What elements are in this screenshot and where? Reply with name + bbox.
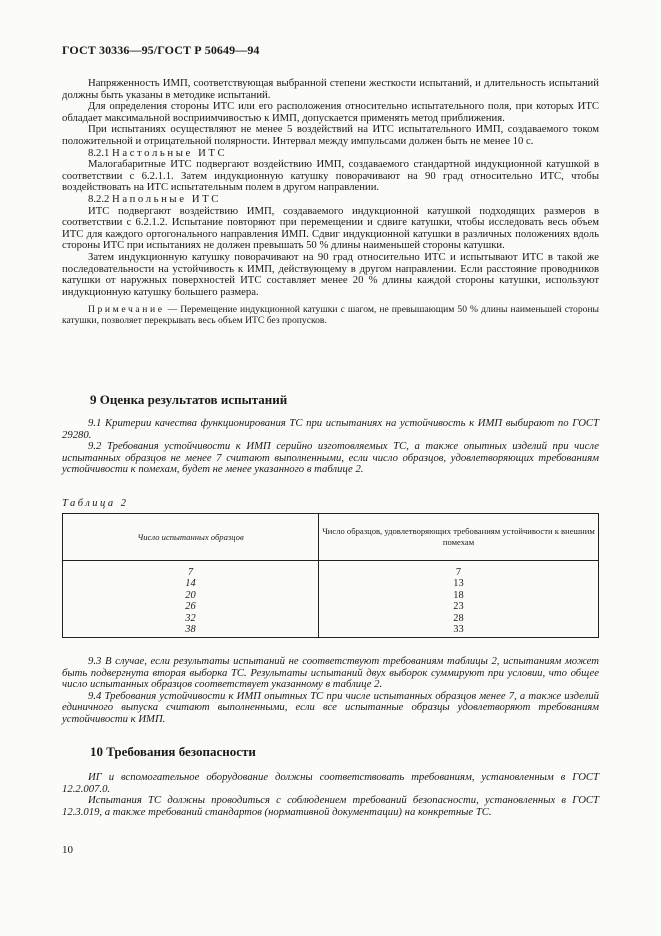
section-8-text (62, 78, 599, 327)
column-header-passed: Число образцов, удовлетворяющих требованиям устойчивости к внешним помехам (319, 514, 599, 561)
passed-values-cell (319, 561, 599, 638)
table-header-row (63, 514, 599, 561)
paragraph: ИГ и вспомогательное оборудование должны соответствовать требованиям, установленным в ГОСТ 12.2.007.0. (62, 771, 599, 795)
table-cell: 33 (453, 624, 464, 636)
table-cell: 26 (185, 601, 196, 613)
table-cell: 28 (453, 612, 464, 624)
table-cell: 23 (453, 601, 464, 613)
paragraph: 9.1 Критерии качества функционирования ТС при испытаниях на устойчивость к ИМП выбирают по ГОСТ 29280. (62, 417, 599, 441)
section-9-text-continued (62, 656, 599, 726)
paragraph: Испытания ТС должны проводиться с соблюдением требований безопасности, установленных в ГОСТ 12.3.019, а также требований стандартов (нормативной документации) на конкретные ТС. (62, 794, 599, 818)
page-number: 10 (62, 844, 73, 856)
table-cell: 20 (185, 589, 196, 601)
document-header: ГОСТ 30336—95/ГОСТ Р 50649—94 (62, 43, 260, 57)
subsection-number: 8.2.1 (88, 146, 110, 159)
paragraph: 9.3 В случае, если результаты испытаний не соответствуют требованиям таблицы 2, испытаниям может быть подвергнута вторая выборка ТС. Результаты испытаний двух выборок суммируют при условии, что общее число испытанных образцов соответствует указанному в таблице 2. (62, 655, 599, 691)
section-10-text (62, 772, 599, 818)
paragraph: Малогабаритные ИТС подвергают воздействию ИМП, создаваемого стандартной индукционной катушкой в соответствии с 6.2.1.1. Затем индукционную катушку поворачивают на 90 град относительно ИТС, чтобы воздействовать на ИТС испытательным полем в другом направлении. (62, 158, 599, 194)
section-9-text (62, 418, 599, 476)
paragraph: Напряженность ИМП, соответствующая выбранной степени жесткости испытаний, и длительность испытаний должны быть указаны в методике испытаний. (62, 77, 599, 101)
table-2 (62, 513, 599, 638)
paragraph: При испытаниях осуществляют не менее 5 воздействий на ИТС испытательного ИМП, создаваемого током положительной и отрицательной полярности. Интервал между импульсами должен быть не менее 10 с. (62, 123, 599, 147)
note (62, 304, 599, 326)
table-cell: 18 (453, 589, 464, 601)
paragraph: 9.2 Требования устойчивости к ИМП серийно изготовляемых ТС, а также опытных изделий при числе испытанных образцов не менее 7 считают выполненными, если число образцов, удовлетворяющих требованиям устойчивости к помехам, будет не менее указанного в таблице 2. (62, 440, 599, 476)
section-9-heading: 9 Оценка результатов испытаний (90, 392, 288, 407)
note-label: Примечание (88, 304, 165, 316)
table-caption: Таблица 2 (62, 498, 129, 509)
table-cell: 38 (185, 624, 196, 636)
paragraph: 9.4 Требования устойчивости к ИМП опытных ТС при числе испытанных образцов менее 7, а также изделий единичного выпуска считают выполненными, если все испытанные образцы удовлетворяют требованиям устойчивости к ИМП. (62, 689, 599, 725)
subsection-number: 8.2.2 (88, 192, 110, 205)
table-cell: 14 (185, 578, 196, 590)
section-10-heading: 10 Требования безопасности (90, 744, 256, 759)
note-text: — Перемещение индукционной катушки с шагом, не превышающим 50 % длины наименьшей стороны катушки, позволяет перекрывать весь объем ИТС без пропусков. (62, 304, 599, 327)
subsection-title: Напольные ИТС (112, 192, 221, 205)
table-cell: 32 (185, 612, 196, 624)
tested-values-cell (63, 561, 319, 638)
table-row (63, 561, 599, 638)
table-cell: 7 (187, 567, 194, 578)
table-cell: 13 (453, 578, 464, 590)
table-cell: 7 (455, 567, 462, 578)
paragraph: Затем индукционную катушку поворачивают на 90 град относительно ИТС и испытывают ИТС в такой же последовательности на устойчивость к ИМП, действующему в другом направлении. Если расстояние проводников катушки от наружных поверхностей ИТС составляет менее 20 % длины каждой стороны катушки, используют индукционную катушку большего размера. (62, 250, 599, 298)
column-header-tested: Число испытанных образцов (63, 514, 319, 561)
paragraph: Для определения стороны ИТС или его расположения относительно испытательного поля, при которых ИТС обладает максимальной восприимчивостью к ИМП, допускается применять метод приближения. (62, 100, 599, 124)
subsection-title: Настольные ИТС (112, 146, 228, 159)
paragraph: ИТС подвергают воздействию ИМП, создаваемого индукционной катушкой подходящих размеров в соответствии с 6.2.1.2. Испытание повторяют при перемещении и сдвиге катушки, чтобы исследовать весь объем ИТС для каждого ортогонального направления ИМП. Сдвиг индукционной катушки в различных положениях вдоль стороны ИТС при испытаниях не должен превышать 50 % длины наименьшей стороны катушки. (62, 204, 599, 252)
subsection-heading-8-2-2 (62, 194, 599, 206)
